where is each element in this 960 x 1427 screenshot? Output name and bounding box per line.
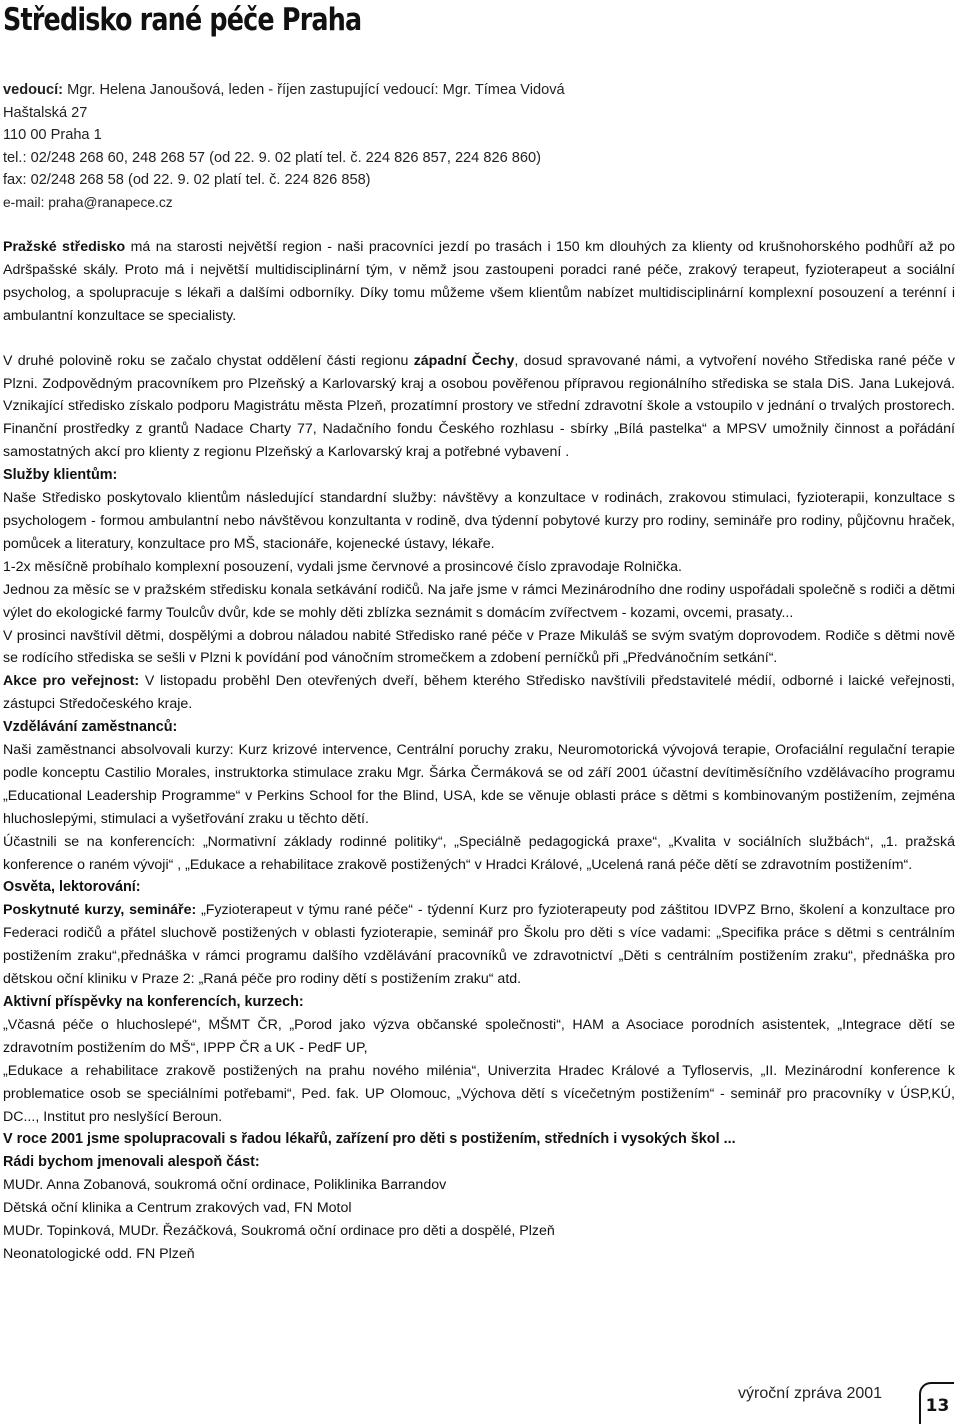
- education-heading: Vzdělávání zaměstnanců:: [3, 719, 178, 736]
- plzen-text-a: V druhé polovině roku se začalo chystat oddělení části regionu: [3, 352, 414, 369]
- outreach-heading: Osvěta, lektorování:: [3, 879, 141, 896]
- contact-lead: [3, 79, 943, 102]
- report-body: [3, 236, 955, 1266]
- cooperation-item: MUDr. Topinková, MUDr. Řezáčková, Soukromá oční ordinace pro děti a dospělé, Plzeň: [3, 1223, 555, 1240]
- lead-text: Mgr. Helena Janoušová, leden - říjen zastupující vedoucí: Mgr. Tímea Vidová: [63, 82, 565, 98]
- page-number: 13: [925, 1396, 950, 1416]
- contact-city: 110 00 Praha 1: [3, 127, 102, 144]
- footer-report-title: výroční zpráva 2001: [738, 1385, 883, 1402]
- contact-email: e-mail: praha@ranapece.cz: [3, 194, 173, 210]
- contact-phone: tel.: 02/248 268 60, 248 268 57 (od 22. 9. 02 platí tel. č. 224 826 857, 224 826 860): [3, 149, 541, 166]
- page-number-tab: [919, 1382, 954, 1424]
- public-paragraph: [3, 670, 955, 716]
- cooperation-item: Dětská oční klinika a Centrum zrakových vad, FN Motol: [3, 1200, 352, 1217]
- courses-paragraph: [3, 899, 955, 991]
- contributions-heading: Aktivní příspěvky na konferencích, kurzech:: [3, 994, 304, 1010]
- contributions-p1: „Včasná péče o hluchoslepé“, MŠMT ČR, „Porod jako výzva občanské společnosti“, HAM a Asociace porodních asistentek, „Integrace dětí se zdravotním postižením do MŠ“, IPPP ČR a UK - PedF UP,: [3, 1016, 955, 1056]
- education-p1: Naši zaměstnanci absolvovali kurzy: Kurz krizové intervence, Centrální poruchy zraku, Neuromotorická vývojová terapie, Orofaciální regulační terapie podle konceptu Castilio Morales, instruktorka stimulace zraku Mgr. Šárka Čermáková se od září 2001 účastní devítiměsíčního vzdělávacího programu „Educational Leadership Programme“ v Perkins School for the Blind, USA, kde se věnuje oblasti práce s dětmi s kombinovaným postižením, zejména hluchoslepými, stimulaci a vyšetřování zraku u těchto dětí.: [3, 742, 955, 827]
- intro-paragraph: [3, 236, 955, 328]
- cooperation-line2: Rádi bychom jmenovali alespoň část:: [3, 1154, 260, 1171]
- courses-text: „Fyzioterapeut v týmu rané péče“ - týdenní Kurz pro fyzioterapeuty pod záštitou IDVPZ Brno, školení a konzultace pro Federaci rodičů a přátel sluchově postižených v oblasti fyzioterapie, seminář pro Školu pro děti s více vadami: „Specifika práce s dětmi s centrálním postižením zraku“,přednáška v rámci programu dalšího vzdělávání pracovníků ve zdravotnictví „Děti s centrálním postižením zraku“, přednáška pro dětskou oční kliniku v Praze 2: „Raná péče pro rodiny dětí s postižením zraku“ atd.: [3, 902, 955, 988]
- education-p2: Účastnili se na konferencích: „Normativní základy rodinné politiky“, „Speciálně pedagogická praxe“, „Kvalita v sociálních službách“, „1. pražská konference o raném vývoji“ , „Edukace a rehabilitace zrakově postižených“ v Hradci Králové, „Ucelená raná péče dětí se zdravotním postižením“.: [3, 833, 955, 873]
- public-text: V listopadu proběhl Den otevřených dveří, během kterého Středisko navštívili představitelé médií, odborné i laické veřejnosti, zástupci Středočeského kraje.: [3, 673, 955, 713]
- services-p2: 1-2x měsíčně probíhalo komplexní posouzení, vydali jsme červnové a prosincové číslo zpravodaje Rolnička.: [3, 558, 682, 575]
- services-heading: Služby klientům:: [3, 467, 118, 484]
- contact-block: [3, 79, 943, 215]
- services-p3: Jednou za měsíc se v pražském středisku konala setkávání rodičů. Na jaře jsme v rámci Mezinárodního dne rodiny uspořádali společně s rodiči a dětmi výlet do ekologické farmy Toulcův dvůr, kde se mohly děti zblízka seznámit s domácím zvířectvem - kozami, ovcemi, prasaty...: [3, 581, 955, 621]
- contact-street: Haštalská 27: [3, 104, 88, 121]
- courses-label: Poskytnuté kurzy, semináře:: [3, 902, 197, 919]
- services-p4: V prosinci navštívil dětmi, dospělými a dobrou náladou nabité Středisko rané péče v Praze Mikuláš se svým svatým doprovodem. Rodiče s dětmi nově se rodícího střediska se sešli v Plzni k povídání pod vánočním stromečkem a zdobení perníčků při „Předvánočním setkání“.: [3, 627, 955, 667]
- public-label: Akce pro veřejnost:: [3, 673, 140, 690]
- lead-label: vedoucí:: [3, 82, 64, 98]
- plzen-text-b: , dosud spravované námi, a vytvoření nového Střediska rané péče v Plzni. Zodpovědným pracovníkem pro Plzeňský a Karlovarský kraj a osobou pověřenou přípravou regionálního střediska se stala DiS. Jana Lukejová. Vznikající středisko získalo podporu Magistrátu města Plzeň, prozatímní prostory ve střední zdravotní škole a vstoupilo v jednání o trvalých prostorech. Finanční prostředky z grantů Nadace Charty 77, Nadačního fondu Českého rozhlasu - sbírky „Bílá pastelka“ a MPSV umožnily činnost a pořádání samostatných akcí pro klienty z regionu Plzeňský a Karlovarský kraj a potřebné vybavení .: [3, 352, 955, 461]
- contact-fax: fax: 02/248 268 58 (od 22. 9. 02 platí tel. č. 224 826 858): [3, 172, 371, 189]
- intro-text: má na starosti největší region - naši pracovníci jezdí po trasách i 150 km dlouhých za klienty od krušnohorského podhůří až po Adršpašské skály. Proto má i největší multidisciplinární tým, v němž jsou zastoupeni poradci rané péče, zrakový terapeut, fyzioterapeut a sociální psycholog, a spolupracuje s lékaři a dalšími odborníky. Díky tomu můžeme všem klientům nabízet multidisciplinární komplexní posouzení a terénní i ambulantní konzultace se specialisty.: [3, 239, 955, 324]
- page-title: Středisko rané péče Praha: [3, 2, 362, 38]
- plzen-paragraph: [3, 350, 955, 465]
- contributions-p2: „Edukace a rehabilitace zrakově postižených na prahu nového milénia“, Univerzita Hradec Králové a Tyfloservis, „II. Mezinárodní konference k problematice osob se speciálními potřebami“, Ped. fak. UP Olomouc, „Výchova dětí s vícečetným postižením“ - seminář pro pracovníky v ÚSP,KÚ, DC..., Institut pro neslyšící Beroun.: [3, 1062, 955, 1125]
- plzen-bold: západní Čechy: [413, 352, 515, 369]
- cooperation-line1: V roce 2001 jsme spolupracovali s řadou lékařů, zařízení pro děti s postižením, středních i vysokých škol ...: [3, 1131, 736, 1148]
- cooperation-item: Neonatologické odd. FN Plzeň: [3, 1245, 195, 1262]
- services-p1: Naše Středisko poskytovalo klientům následující standardní služby: návštěvy a konzultace v rodinách, zrakovou stimulaci, fyzioterapii, konzultace s psychologem - formou ambulantní nebo návštěvou konzultanta v rodině, dva týdenní pobytové kurzy pro rodiny, semináře pro rodiny, půjčovnu hraček, pomůcek a literatury, konzultace pro MŠ, stacionáře, kojenecké ústavy, lékaře.: [3, 490, 955, 552]
- intro-bold: Pražské středisko: [3, 239, 126, 255]
- cooperation-item: MUDr. Anna Zobanová, soukromá oční ordinace, Poliklinika Barrandov: [3, 1177, 447, 1194]
